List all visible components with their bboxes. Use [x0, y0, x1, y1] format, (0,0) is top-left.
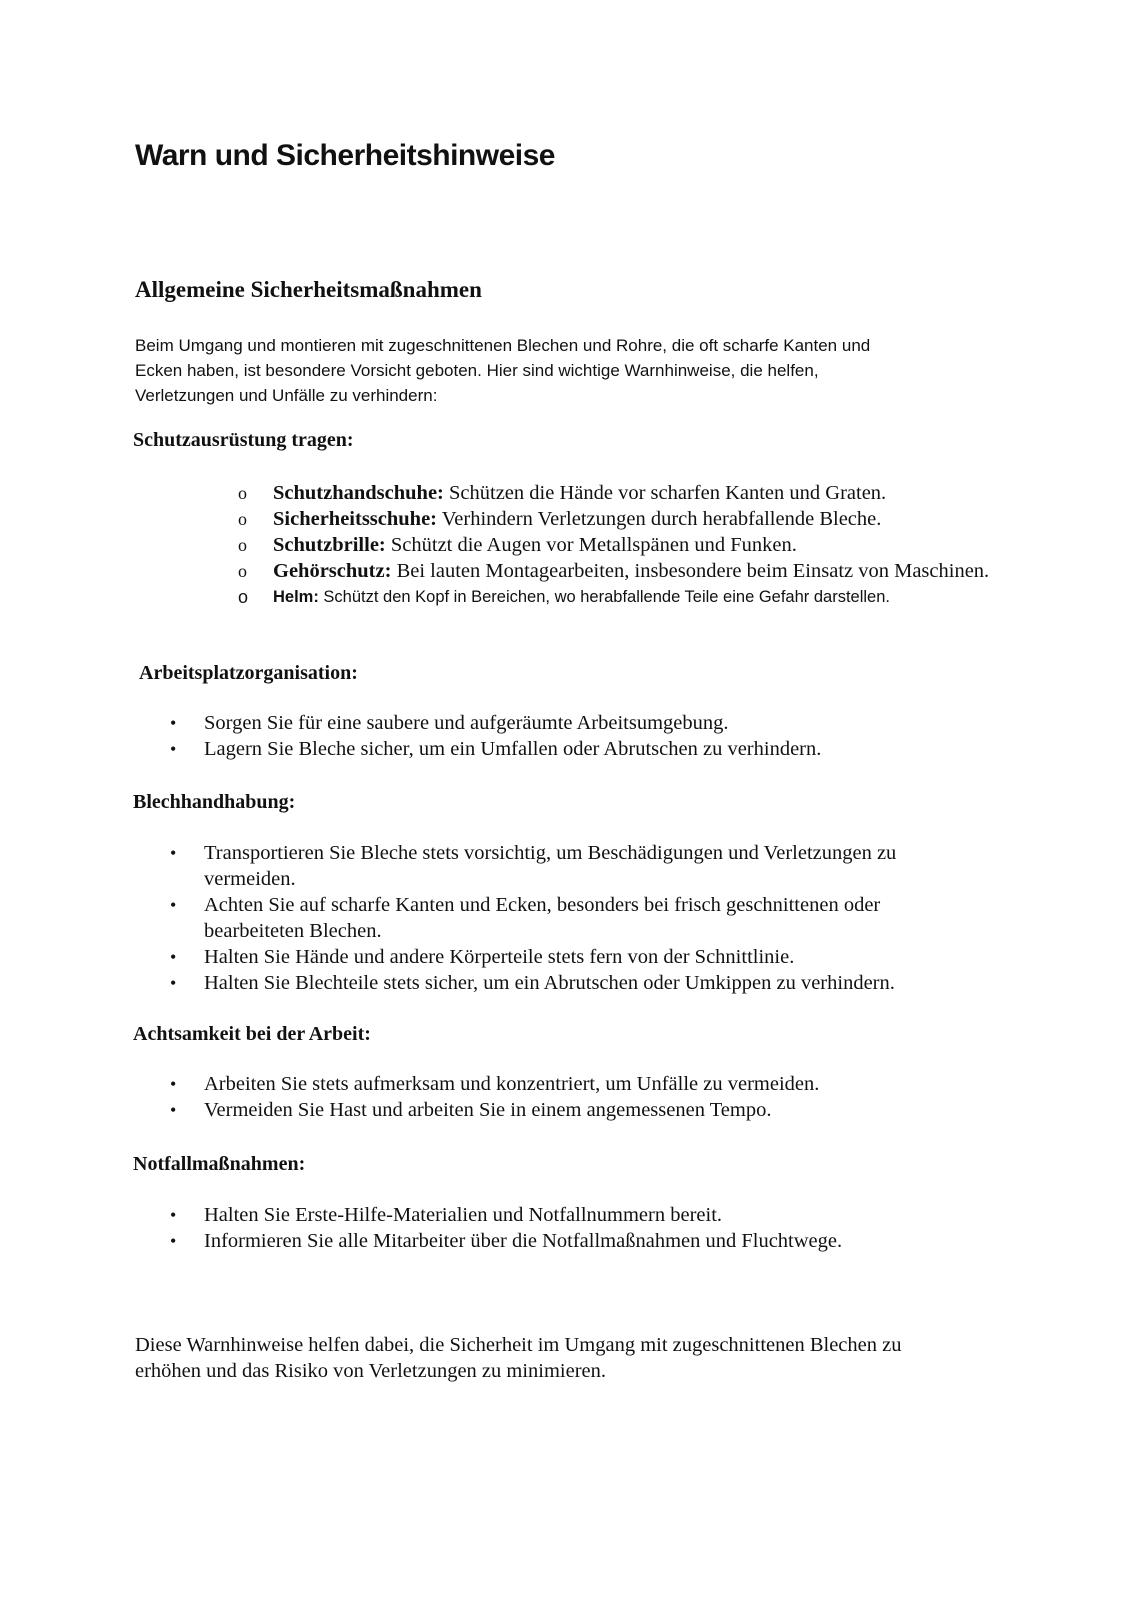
list-item [238, 480, 1018, 506]
list-item [170, 1071, 1000, 1097]
circle-bullet-icon: o [238, 535, 247, 555]
circle-bullet-icon: o [238, 561, 247, 581]
list-item [170, 736, 1000, 762]
conclusion-line: Diese Warnhinweise helfen dabei, die Sicherheit im Umgang mit zugeschnittenen Blechen zu [135, 1334, 902, 1356]
conclusion-line: erhöhen und das Risiko von Verletzungen zu minimieren. [135, 1360, 607, 1382]
item-label: Sicherheitsschuhe: [273, 508, 437, 530]
emergency-list [170, 1202, 1000, 1254]
item-text: Vermeiden Sie Hast und arbeiten Sie in einem angemessenen Tempo. [204, 1099, 772, 1121]
list-item [170, 1097, 1000, 1123]
workplace-list [170, 710, 1000, 762]
item-label: Schutzbrille: [273, 534, 386, 556]
item-label: Gehörschutz: [273, 560, 392, 582]
circle-bullet-icon: o [238, 509, 247, 529]
item-text: Informieren Sie alle Mitarbeiter über die Notfallmaßnahmen und Fluchtwege. [204, 1230, 843, 1252]
list-item [238, 558, 1018, 584]
list-item [170, 892, 1000, 944]
item-text: Achten Sie auf scharfe Kanten und Ecken, besonders bei frisch geschnittenen oder [204, 894, 881, 916]
item-text: Sorgen Sie für eine saubere und aufgeräumte Arbeitsumgebung. [204, 712, 729, 734]
item-text: Arbeiten Sie stets aufmerksam und konzentriert, um Unfälle zu vermeiden. [204, 1073, 820, 1095]
intro-paragraph [135, 333, 995, 408]
bullet-icon: • [170, 713, 177, 733]
list-item [170, 1202, 1000, 1228]
list-item [238, 532, 1018, 558]
list-item [170, 840, 1000, 892]
bullet-icon: • [170, 1231, 177, 1251]
item-label: Helm: [273, 588, 319, 606]
item-text: Halten Sie Hände und andere Körperteile stets fern von der Schnittlinie. [204, 946, 795, 968]
list-item [170, 1228, 1000, 1254]
intro-line: Verletzungen und Unfälle zu verhindern: [135, 386, 438, 405]
mindfulness-list [170, 1071, 1000, 1123]
general-safety-heading: Allgemeine Sicherheitsmaßnahmen [135, 277, 482, 302]
protective-equipment-list [238, 480, 1018, 610]
conclusion-paragraph [135, 1332, 1015, 1384]
item-text: bearbeiteten Blechen. [204, 920, 382, 942]
handling-heading: Blechhandhabung: [133, 791, 296, 813]
bullet-icon: • [170, 1100, 177, 1120]
item-text: vermeiden. [204, 868, 296, 890]
bullet-icon: • [170, 739, 177, 759]
handling-list [170, 840, 1000, 996]
bullet-icon: • [170, 1074, 177, 1094]
list-item [170, 944, 1000, 970]
item-text: Schützen die Hände vor scharfen Kanten und Graten. [443, 482, 887, 504]
emergency-heading: Notfallmaßnahmen: [133, 1153, 306, 1175]
protective-equipment-heading: Schutzausrüstung tragen: [133, 429, 354, 451]
item-text: Halten Sie Erste-Hilfe-Materialien und Notfallnummern bereit. [204, 1204, 723, 1226]
item-text: Lagern Sie Bleche sicher, um ein Umfallen oder Abrutschen zu verhindern. [204, 738, 822, 760]
item-text: Bei lauten Montagearbeiten, insbesondere beim Einsatz von Maschinen. [391, 560, 990, 582]
bullet-icon: • [170, 947, 177, 967]
bullet-icon: • [170, 843, 177, 863]
list-item [170, 710, 1000, 736]
circle-bullet-icon: o [238, 587, 249, 607]
mindfulness-heading: Achtsamkeit bei der Arbeit: [133, 1023, 371, 1045]
bullet-icon: • [170, 895, 177, 915]
item-text: Transportieren Sie Bleche stets vorsichtig, um Beschädigungen und Verletzungen zu [204, 842, 897, 864]
item-text: Verhindern Verletzungen durch herabfallende Bleche. [437, 508, 882, 530]
list-item [170, 970, 1000, 996]
item-text: Schützt die Augen vor Metallspänen und Funken. [385, 534, 797, 556]
list-item [238, 506, 1018, 532]
intro-line: Beim Umgang und montieren mit zugeschnittenen Blechen und Rohre, die oft scharfe Kanten und [135, 336, 871, 355]
bullet-icon: • [170, 1205, 177, 1225]
circle-bullet-icon: o [238, 483, 247, 503]
item-text: Halten Sie Blechteile stets sicher, um ein Abrutschen oder Umkippen zu verhindern. [204, 972, 895, 994]
list-item [238, 584, 1018, 610]
bullet-icon: • [170, 973, 177, 993]
workplace-heading: Arbeitsplatzorganisation: [139, 662, 358, 684]
document-title: Warn und Sicherheitshinweise [135, 139, 555, 172]
intro-line: Ecken haben, ist besondere Vorsicht geboten. Hier sind wichtige Warnhinweise, die helfen, [135, 361, 819, 380]
item-label: Schutzhandschuhe: [273, 482, 444, 504]
item-text: Schützt den Kopf in Bereichen, wo herabfallende Teile eine Gefahr darstellen. [318, 588, 890, 606]
